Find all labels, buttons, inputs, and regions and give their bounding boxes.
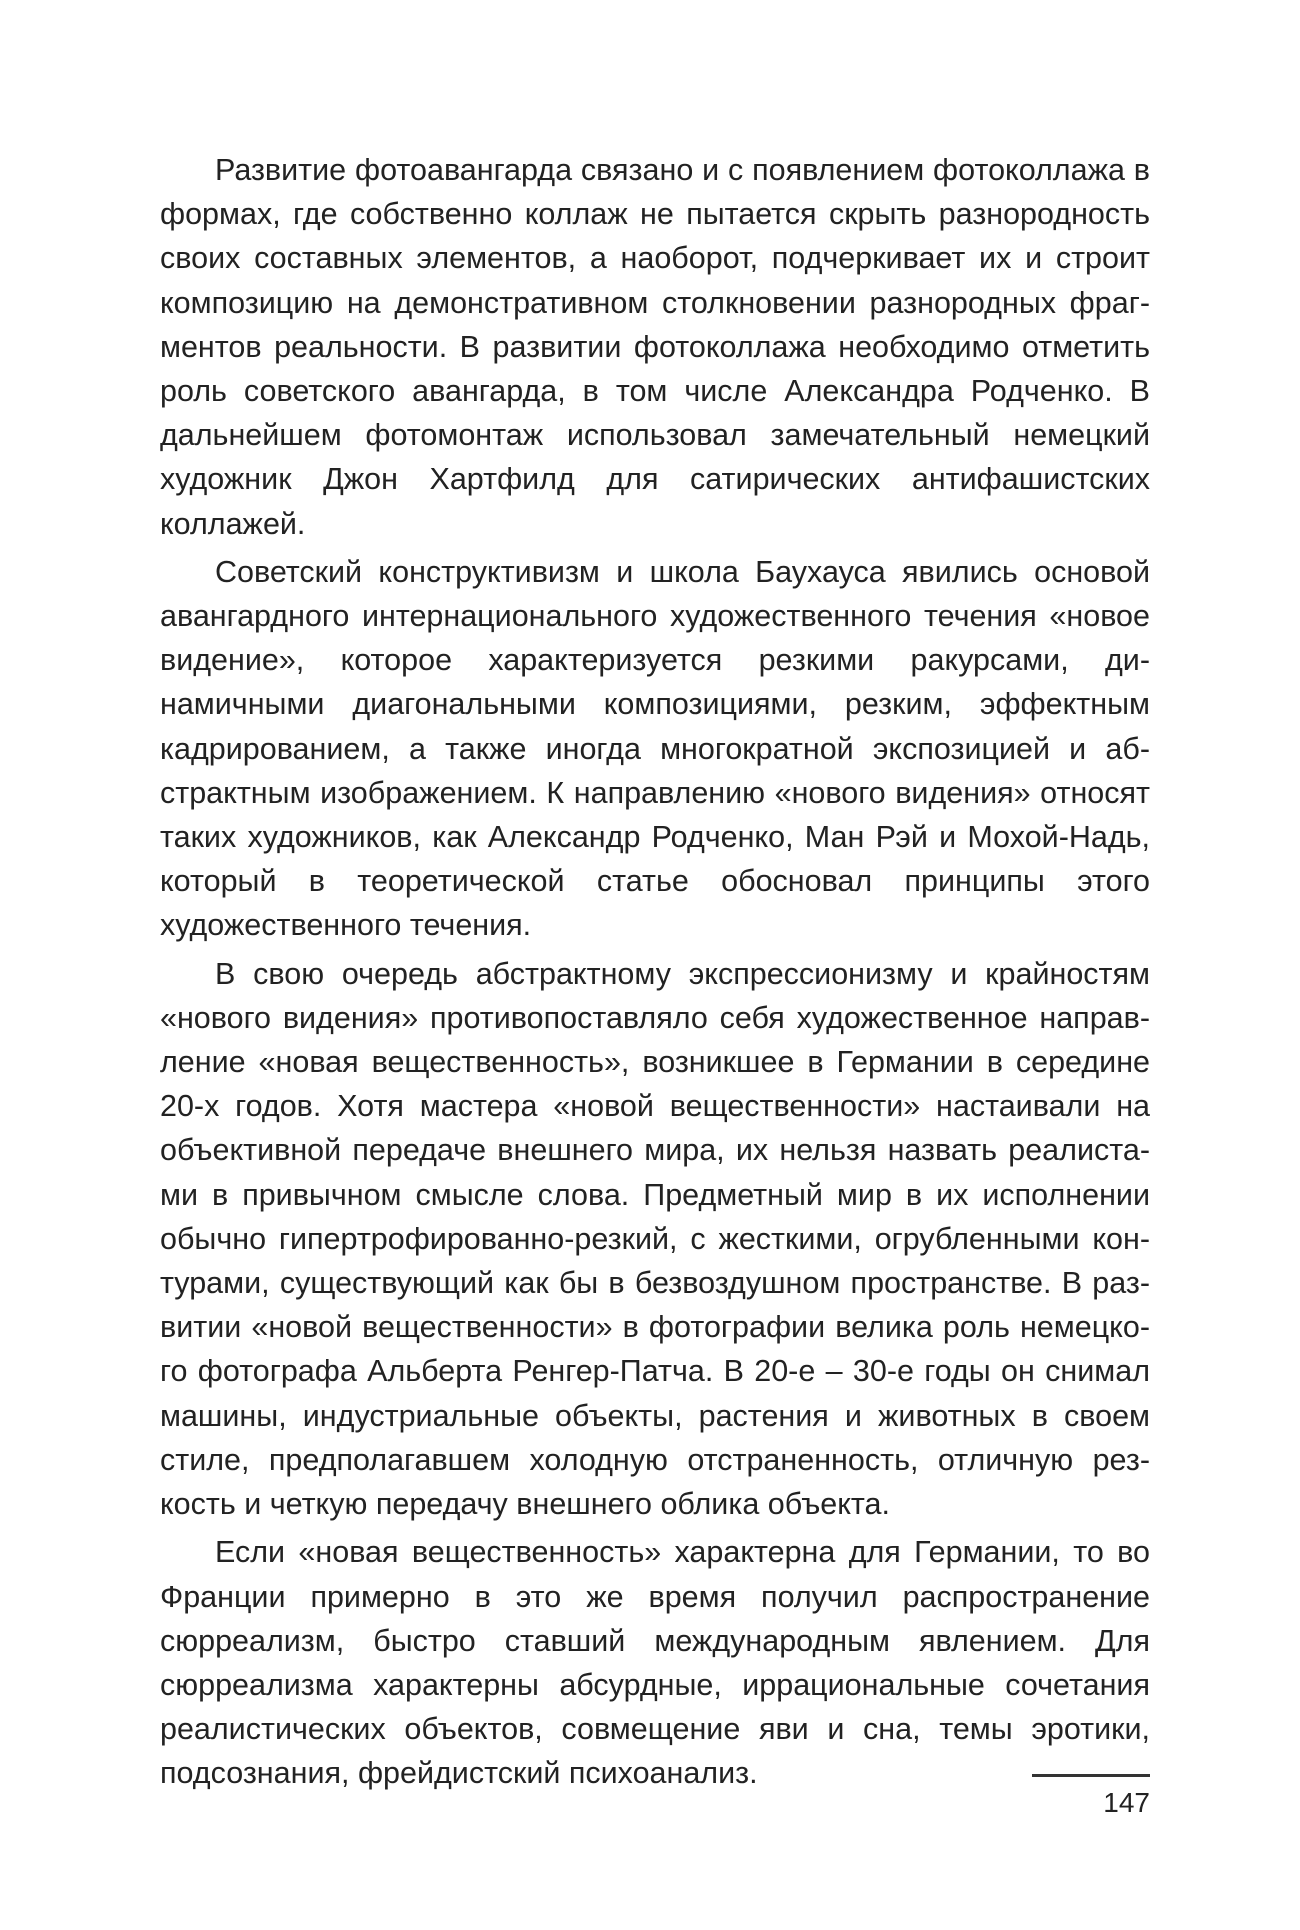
page-body [160, 148, 1150, 1800]
paragraph-new-objectivity: В свою очередь абстрактному экспрессионизму и крайностям «нового видения» противопоставляло себя художественное направление «новая вещественность», возникшее в Германии в середине 20-х годов. Хотя мастера «новой вещественности» настаивали на объективной передаче внешнего мира, их нельзя назвать реалистами в привычном смысле слова. Предметный мир в их исполнении обычно гипертрофированно-резкий, с жесткими, огрубленными контурами, существующий как бы в безвоздушном пространстве. В развитии «новой вещественности» в фотографии велика роль немецкого фотографа Альберта Ренгер-Патча. В 20-е – 30-е годы он снимал машины, индустриальные объекты, растения и животных в своем стиле, предполагавшем холодную отстраненность, отличную резкость и четкую передачу внешнего облика объекта. [160, 956, 1150, 1522]
paragraph-new-vision: Советский конструктивизм и школа Баухауса явились основой авангардного интернационального художественного течения «новое видение», которое характеризуется резкими ракурсами, динамичными диагональными композициями, резким, эффектным кадрированием, а также иногда многократной экспозицией и абстрактным изображением. К направлению «нового видения» относят таких художников, как Александр Родченко, Ман Рэй и Мохой-Надь, который в теоретической статье обосновал принципы этого художественного течения. [160, 554, 1150, 943]
footer-divider [1032, 1774, 1150, 1777]
paragraph-photocollage: Развитие фотоавангарда связано и с появлением фотоколлажа в формах, где собственно коллаж не пытается скрыть разнородность своих составных элементов, а наоборот, подчеркивает их и строит композицию на демонстративном столкновении разнородных фрагментов реальности. В развитии фотоколлажа необходимо отметить роль советского авангарда, в том числе Александра Родченко. В дальнейшем фотомонтаж использовал замечательный немецкий художник Джон Хартфилд для сатирических антифашистских коллажей. [160, 153, 1150, 541]
paragraph-surrealism: Если «новая вещественность» характерна для Германии, то во Франции примерно в это же время получил распространение сюрреализм, быстро ставший международным явлением. Для сюрреализма характерны абсурдные, иррациональные сочетания реалистических объектов, совмещение яви и сна, темы эротики, подсознания, фрейдистский психоанализ. [160, 1535, 1150, 1791]
page-number: 147 [1103, 1787, 1150, 1818]
